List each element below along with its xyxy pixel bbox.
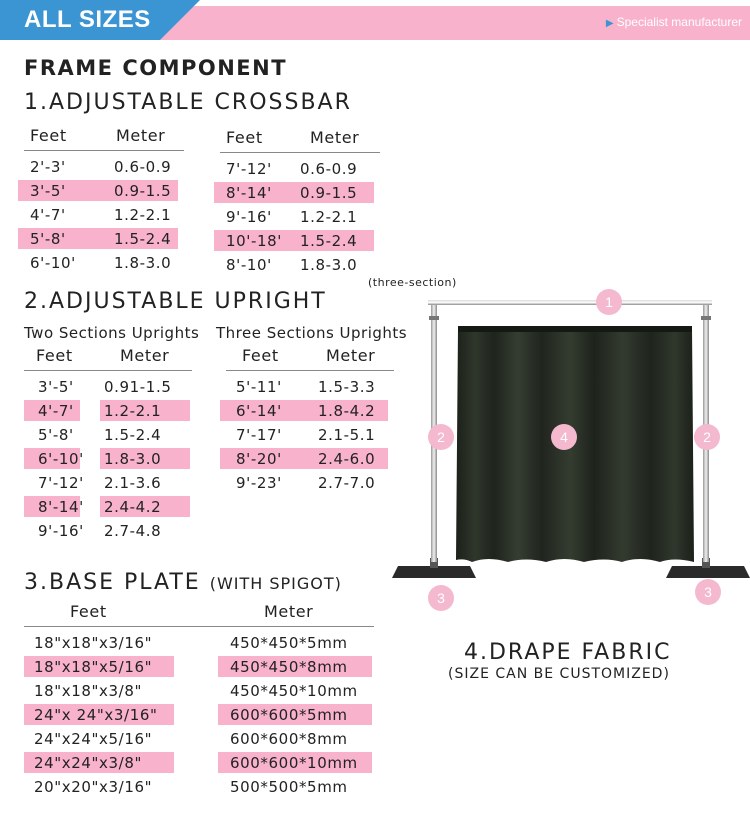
feet-cell: 10'-18' (226, 232, 283, 250)
feet-cell: 7'-17' (236, 426, 282, 444)
table-row (220, 181, 380, 205)
meter-cell: 450*450*10mm (230, 682, 358, 700)
meter-cell: 0.9-1.5 (300, 184, 358, 202)
base-plate-title: 3.BASE PLATE (24, 570, 201, 595)
table-row (220, 157, 380, 181)
feet-cell: 6'-10' (30, 254, 76, 272)
table-row (24, 751, 374, 775)
svg-text:2: 2 (703, 429, 711, 445)
three-sections-label: Three Sections Uprights (216, 324, 408, 342)
feet-cell: 8'-10' (226, 256, 272, 274)
play-arrow-icon: ▶ (605, 18, 614, 29)
feet-column-header: Feet (30, 126, 67, 145)
feet-cell: 4'-7' (30, 206, 66, 224)
feet-cell: 20"x20"x3/16" (34, 778, 153, 796)
meter-column-header: Meter (326, 346, 376, 365)
banner-subtitle (606, 15, 742, 29)
feet-cell: 5'-11' (236, 378, 282, 396)
marker-base-right (695, 579, 721, 605)
feet-column-header: Feet (242, 346, 279, 365)
feet-cell: 9'-16' (226, 208, 272, 226)
drape-fabric (456, 328, 694, 562)
meter-cell: 0.91-1.5 (104, 378, 172, 396)
table-row (24, 251, 184, 275)
base-plate-table-header (24, 601, 374, 627)
meter-cell: 0.6-0.9 (300, 160, 358, 178)
banner-subtitle-text: Specialist manufacturer (616, 15, 742, 29)
crossbar-table-right (220, 127, 380, 277)
feet-cell: 8'-14' (38, 498, 84, 516)
feet-cell: 4'-7' (38, 402, 74, 420)
table-row (24, 155, 184, 179)
meter-cell: 1.8-3.0 (114, 254, 172, 272)
feet-cell: 7'-12' (226, 160, 272, 178)
feet-cell: 9'-16' (38, 522, 84, 540)
header-banner (0, 0, 750, 40)
feet-cell: 18"x18"x3/16" (34, 634, 153, 652)
marker-drape (551, 424, 577, 450)
table-row (24, 679, 374, 703)
table-row (24, 519, 192, 543)
feet-cell: 24"x24"x5/16" (34, 730, 153, 748)
meter-cell: 600*600*8mm (230, 730, 348, 748)
table-row (24, 703, 374, 727)
crossbar-table-left (24, 125, 184, 275)
crossbar (428, 300, 712, 305)
marker-base-left (428, 585, 454, 611)
meter-cell: 2.4-4.2 (104, 498, 162, 516)
meter-cell: 1.8-3.0 (104, 450, 162, 468)
meter-cell: 2.7-7.0 (318, 474, 376, 492)
feet-cell: 3'-5' (38, 378, 74, 396)
crossbar-heading: 1.ADJUSTABLE CROSSBAR (24, 90, 352, 115)
drape-fabric-subtitle: (SIZE CAN BE CUSTOMIZED) (448, 666, 670, 682)
table-row (24, 655, 374, 679)
table-row (24, 227, 184, 251)
meter-cell: 1.5-2.4 (104, 426, 162, 444)
meter-cell: 1.2-2.1 (104, 402, 162, 420)
meter-column-header: Meter (310, 128, 360, 147)
table-row (24, 727, 374, 751)
meter-cell: 1.5-3.3 (318, 378, 376, 396)
feet-cell: 18"x18"x5/16" (34, 658, 153, 676)
table-row (24, 495, 192, 519)
meter-column-header: Meter (264, 602, 314, 621)
upright-two-table (24, 345, 192, 543)
meter-cell: 2.4-6.0 (318, 450, 376, 468)
marker-upright-right (694, 424, 720, 450)
table-row (220, 229, 380, 253)
feet-column-header: Feet (226, 128, 263, 147)
table-row (220, 205, 380, 229)
feet-column-header: Feet (70, 602, 107, 621)
table-row (24, 631, 374, 655)
table-row (24, 203, 184, 227)
meter-cell: 1.8-4.2 (318, 402, 376, 420)
base-plate-suffix: (WITH SPIGOT) (209, 574, 342, 593)
meter-cell: 1.8-3.0 (300, 256, 358, 274)
meter-cell: 500*500*5mm (230, 778, 348, 796)
table-row (24, 375, 192, 399)
three-section-note: (three-section) (368, 276, 457, 289)
feet-cell: 6'-10' (38, 450, 84, 468)
meter-column-header: Meter (120, 346, 170, 365)
table-row (24, 179, 184, 203)
meter-cell: 0.6-0.9 (114, 158, 172, 176)
meter-cell: 2.1-3.6 (104, 474, 162, 492)
meter-cell: 1.5-2.4 (300, 232, 358, 250)
table-row (24, 399, 192, 423)
meter-cell: 600*600*5mm (230, 706, 348, 724)
meter-cell: 600*600*10mm (230, 754, 358, 772)
svg-text:1: 1 (605, 294, 613, 310)
meter-cell: 2.7-4.8 (104, 522, 162, 540)
base-plate-table (24, 601, 374, 799)
feet-cell: 6'-14' (236, 402, 282, 420)
feet-cell: 7'-12' (38, 474, 84, 492)
svg-text:3: 3 (704, 584, 712, 600)
meter-column-header: Meter (116, 126, 166, 145)
svg-text:4: 4 (560, 429, 568, 445)
feet-cell: 3'-5' (30, 182, 66, 200)
two-sections-label: Two Sections Uprights (24, 324, 200, 342)
feet-cell: 2'-3' (30, 158, 66, 176)
frame-component-heading: FRAME COMPONENT (24, 56, 288, 80)
table-row (24, 423, 192, 447)
svg-text:3: 3 (437, 590, 445, 606)
marker-crossbar (596, 289, 622, 315)
feet-cell: 5'-8' (30, 230, 66, 248)
table-row (24, 447, 192, 471)
feet-cell: 9'-23' (236, 474, 282, 492)
meter-cell: 450*450*5mm (230, 634, 348, 652)
drape-fabric-heading: 4.DRAPE FABRIC (464, 640, 672, 665)
base-plate-heading (24, 570, 342, 595)
svg-text:2: 2 (437, 429, 445, 445)
meter-cell: 1.2-2.1 (300, 208, 358, 226)
crossbar-table-right-header (220, 127, 380, 153)
meter-cell: 450*450*8mm (230, 658, 348, 676)
banner-title: ALL SIZES (24, 6, 151, 33)
upright-heading: 2.ADJUSTABLE UPRIGHT (24, 289, 327, 314)
marker-upright-left (428, 424, 454, 450)
feet-cell: 5'-8' (38, 426, 74, 444)
table-row (220, 253, 380, 277)
meter-cell: 1.2-2.1 (114, 206, 172, 224)
table-row (24, 775, 374, 799)
pipe-and-drape-illustration (368, 276, 750, 616)
feet-cell: 8'-14' (226, 184, 272, 202)
feet-cell: 24"x24"x3/8" (34, 754, 142, 772)
upright-two-table-header (24, 345, 192, 371)
feet-column-header: Feet (36, 346, 73, 365)
feet-cell: 18"x18"x3/8" (34, 682, 142, 700)
table-row (24, 471, 192, 495)
meter-cell: 0.9-1.5 (114, 182, 172, 200)
meter-cell: 1.5-2.4 (114, 230, 172, 248)
meter-cell: 2.1-5.1 (318, 426, 376, 444)
crossbar-table-left-header (24, 125, 184, 151)
feet-cell: 24"x 24"x3/16" (34, 706, 158, 724)
feet-cell: 8'-20' (236, 450, 282, 468)
